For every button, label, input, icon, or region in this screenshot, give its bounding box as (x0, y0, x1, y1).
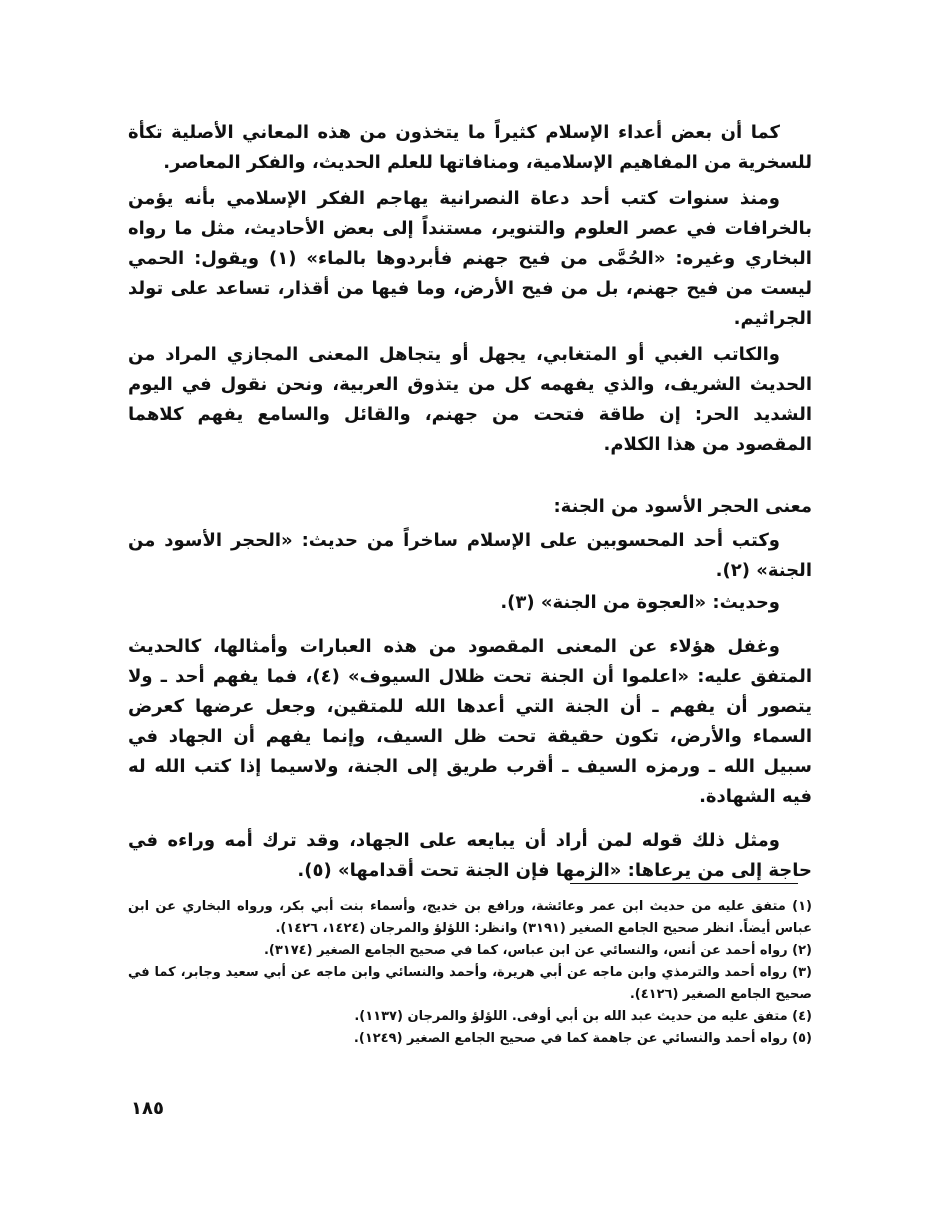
section-heading: معنى الحجر الأسود من الجنة: (553, 496, 812, 517)
page-number: ١٨٥ (131, 1098, 164, 1119)
paragraph-3: والكاتب الغبي أو المتغابي، يجهل أو يتجاهل المعنى المجازي المراد من الحديث الشريف، والذي يفهمه كل من يتذوق العربية، ونحن نقول في اليوم الشديد الحر: إن طاقة فتحت من جهنم، والقائل والسامع يفهم كلاهما المقصود من هذا الكلام. (128, 344, 812, 455)
paragraph-4: وكتب أحد المحسوبين على الإسلام ساخراً من حديث: «الحجر الأسود من الجنة» (٢). (128, 530, 812, 581)
footnote-1: (١) متفق عليه من حديث ابن عمر وعائشة، ورافع بن خديج، وأسماء بنت أبي بكر، ورواه البخاري عن ابن عباس أيضاً. انظر صحيح الجامع الصغير (٣١٩١) وانظر: اللؤلؤ والمرجان (١٤٢٤، ١٤٢٦). (128, 899, 812, 936)
paragraph-7: ومثل ذلك قوله لمن أراد أن يبايعه على الجهاد، وقد ترك أمه وراءه في حاجة إلى من يرعاها: «الزمها فإن الجنة تحت أقدامها» (٥). (128, 830, 812, 881)
main-text (128, 118, 812, 892)
footnote-2: (٢) رواه أحمد عن أنس، والنسائي عن ابن عباس، كما في صحيح الجامع الصغير (٣١٧٤). (263, 943, 812, 958)
footnote-3: (٣) رواه أحمد والترمذي وابن ماجه عن أبي هريرة، وأحمد والنسائي وابن ماجه عن أبي سعيد وجابر، كما في صحيح الجامع الصغير (٤١٢٦). (128, 965, 812, 1002)
footnote-4: (٤) متفق عليه من حديث عبد الله بن أبي أوفى. اللؤلؤ والمرجان (١١٣٧). (354, 1009, 812, 1024)
paragraph-6: وغفل هؤلاء عن المعنى المقصود من هذه العبارات وأمثالها، كالحديث المتفق عليه: «اعلموا أن الجنة تحت ظلال السيوف» (٤)، فما يفهم أحد ـ ولا يتصور أن يفهم ـ أن الجنة التي أعدها الله للمتقين، وجعل عرضها كعرض السماء والأرض، تكون حقيقة تحت ظل السيف، وإنما يفهم أن الجهاد في سبيل الله ـ ورمزه السيف ـ أقرب طريق إلى الجنة، ولاسيما إذا كتب الله له فيه الشهادة. (128, 636, 813, 807)
paragraph-1: كما أن بعض أعداء الإسلام كثيراً ما يتخذون من هذه المعاني الأصلية تكأة للسخرية من المفاهيم الإسلامية، ومنافاتها للعلم الحديث، والفكر المعاصر. (128, 122, 812, 173)
footnote-5: (٥) رواه أحمد والنسائي عن جاهمة كما في صحيح الجامع الصغير (١٢٤٩). (353, 1031, 812, 1046)
footnote-divider (570, 883, 798, 884)
paragraph-2: ومنذ سنوات كتب أحد دعاة النصرانية يهاجم الفكر الإسلامي بأنه يؤمن بالخرافات في عصر العلوم والتنوير، مستنداً إلى بعض الأحاديث، مثل ما رواه البخاري وغيره: «الحُمَّى من فيح جهنم فأبردوها بالماء» (١) ويقول: الحمي ليست من فيح جهنم، بل من فيح الأرض، وما فيها من أقذار، تساعد على تولد الجراثيم. (128, 188, 812, 329)
footnotes (128, 896, 812, 1050)
paragraph-5: وحديث: «العجوة من الجنة» (٣). (500, 592, 780, 613)
